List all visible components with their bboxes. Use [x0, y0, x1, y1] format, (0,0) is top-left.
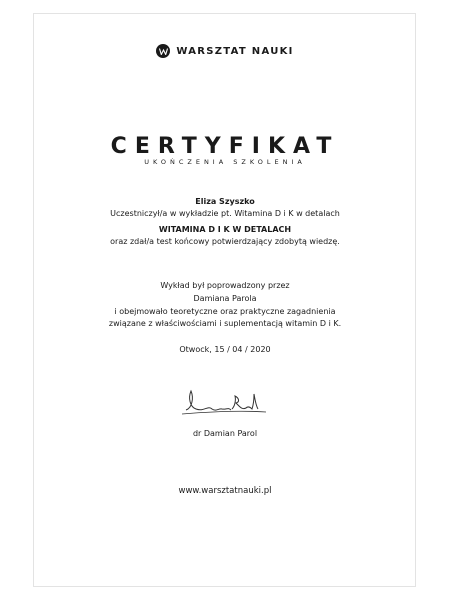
certificate-subtitle: UKOŃCZENIA SZKOLENIA: [144, 158, 306, 166]
place-date: Otwock, 15 / 04 / 2020: [179, 345, 271, 354]
course-title: WITAMINA D I K W DETALACH: [158, 225, 292, 234]
website-link[interactable]: www.warsztatnauki.pl: [178, 486, 272, 496]
lecture-scope-line: i obejmowało teoretyczne oraz praktyczne zagadnienia: [114, 307, 336, 316]
brand-name: WARSZTAT NAUKI: [176, 45, 294, 57]
signature-image: [180, 388, 270, 420]
logo-mark-icon: [156, 44, 170, 58]
brand-logo: [0, 44, 450, 58]
recipient-name: Eliza Szyszko: [195, 197, 255, 206]
signature-name: dr Damian Parol: [192, 429, 258, 438]
lecture-line: Wykład był poprowadzony przez: [160, 281, 290, 290]
test-line: oraz zdał/a test końcowy potwierdzający zdobytą wiedzę.: [110, 237, 340, 246]
lecture-topic-line: związane z właściwościami i suplementacją witamin D i K.: [108, 319, 342, 328]
lecturer-name: Damiana Parola: [193, 294, 257, 303]
participation-line: Uczestniczył/a w wykładzie pt. Witamina D i K w detalach: [110, 209, 340, 218]
certificate-title: CERTYFIKAT: [110, 134, 340, 159]
